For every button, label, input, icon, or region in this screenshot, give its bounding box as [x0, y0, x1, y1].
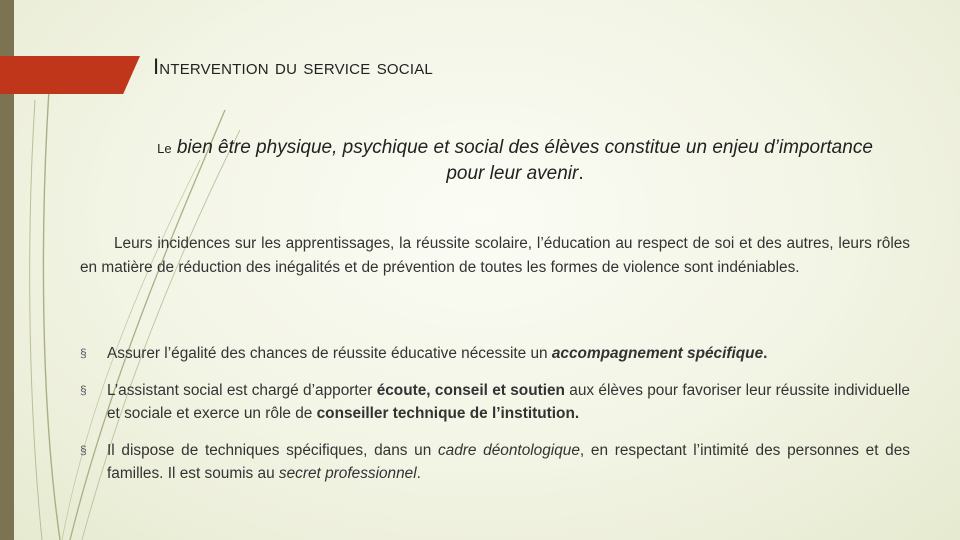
bullet-square-icon: §: [80, 383, 87, 397]
bullet-end: .: [416, 465, 421, 482]
slide-title: Intervention du service social: [153, 54, 433, 79]
bullet-bold: conseiller technique de l’institution.: [316, 405, 580, 422]
body-paragraph-text: Leurs incidences sur les apprentissages, la réussite scolaire, l’éducation au respect de soi et des autres, leurs rôles en matière de réduction des inégalités et de prévention de toutes les formes de violence sont indéniables.: [80, 235, 910, 276]
intro-statement: [150, 135, 880, 186]
list-item: [80, 342, 910, 365]
intro-end: .: [578, 163, 584, 184]
bullet-text: L’assistant social est chargé d’apporter: [107, 382, 377, 399]
bullet-text: Assurer l’égalité des chances de réussite éducative nécessite un: [107, 345, 552, 362]
intro-prefix: Le: [157, 141, 172, 156]
list-item: [80, 379, 910, 425]
list-item: [80, 439, 910, 485]
intro-text: bien être physique, psychique et social des élèves constitue un enjeu d’importance pour leur avenir: [171, 137, 873, 184]
title-accent-tab: [0, 56, 140, 94]
bullet-text: Il dispose de techniques spécifiques, dans un: [107, 442, 438, 459]
bullet-text: aux élèves pour favoriser leur réussite individuelle et sociale et exerce un rôle de: [107, 382, 910, 422]
bullet-list: [80, 342, 910, 499]
bullet-emphasis: cadre déontologique: [437, 442, 580, 459]
bullet-square-icon: §: [80, 346, 87, 360]
bullet-end: .: [763, 345, 768, 362]
bullet-emphasis: secret professionnel: [278, 465, 417, 482]
bullet-square-icon: §: [80, 443, 87, 457]
bullet-emphasis: accompagnement spécifique: [551, 345, 764, 362]
body-paragraph: [80, 232, 910, 280]
bullet-bold: écoute, conseil et soutien: [376, 382, 565, 399]
bullet-text: , en respectant l’intimité des personnes et des familles. Il est soumis au: [107, 442, 910, 482]
